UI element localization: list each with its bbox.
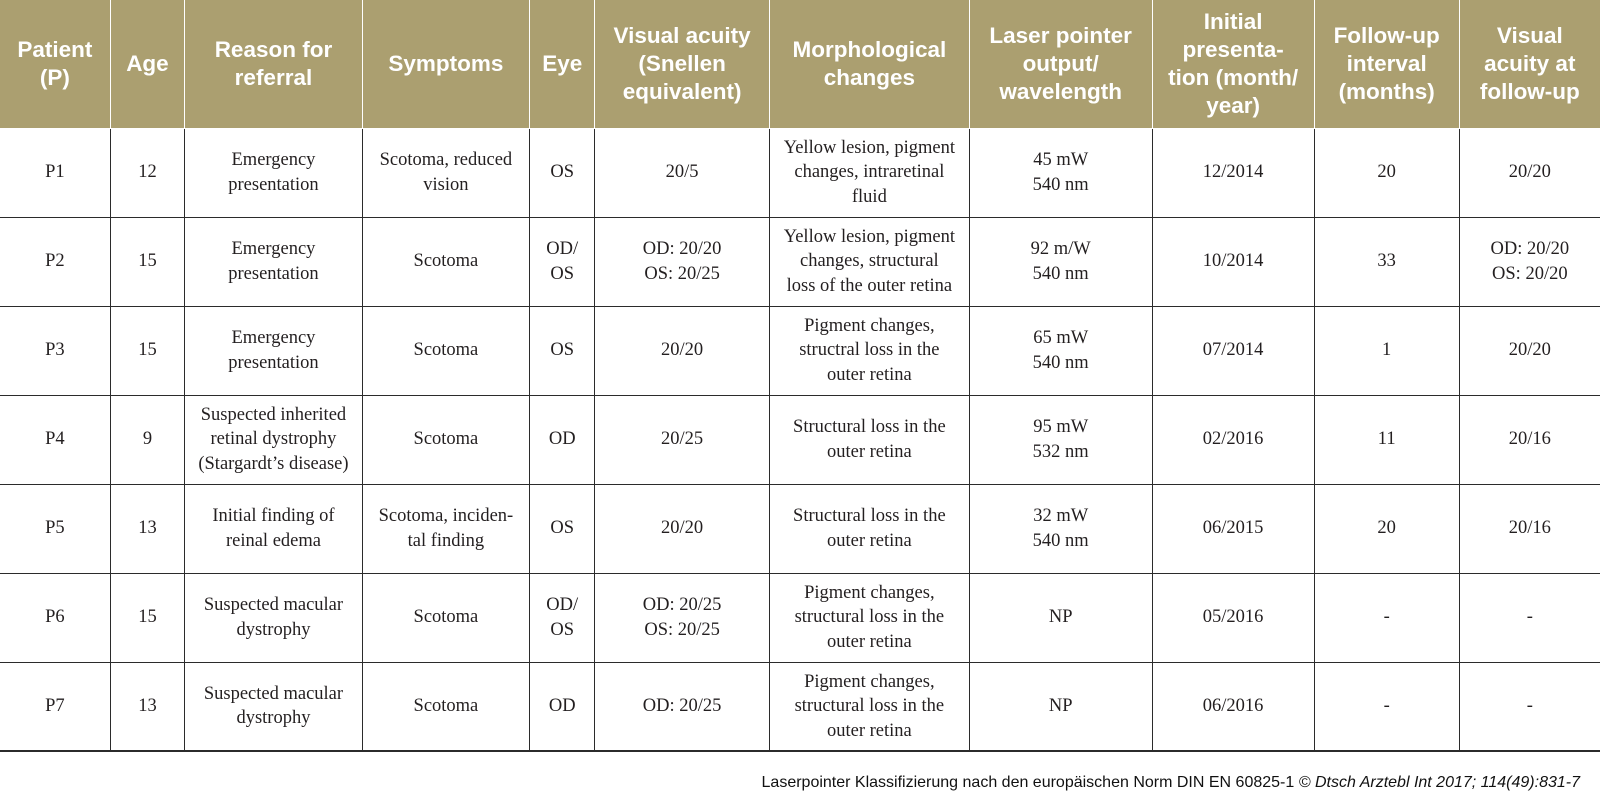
cell-line: 540 nm [1032, 530, 1089, 551]
cell-line: 06/2016 [1202, 696, 1264, 716]
cell-line: Visual acuity [613, 22, 751, 48]
cell-line: OD: 20/20 [1490, 239, 1570, 259]
cell-line: OS [550, 518, 575, 539]
cell-line: vision [423, 174, 469, 195]
cell-line: loss of the outer retina [786, 275, 953, 296]
cell-line: 07/2014 [1202, 340, 1264, 361]
cell-line: - [1526, 607, 1533, 628]
cell-line: 20/16 [1508, 518, 1551, 539]
table-cell [530, 306, 595, 395]
table-cell [769, 484, 969, 573]
cell-line: Reason for [214, 36, 333, 62]
table-cell [1459, 217, 1600, 306]
table-cell [1459, 128, 1600, 217]
cell-line: Pigment changes, [804, 582, 935, 603]
cell-line: 65 mW [1033, 328, 1089, 348]
cell-line: OD/ [546, 595, 579, 615]
cell-line: OD/ [546, 239, 579, 259]
cell-line: changes, structural [800, 251, 939, 272]
table-cell [530, 217, 595, 306]
cell-line: 20 [1377, 518, 1396, 539]
cell-line: 95 mW [1033, 417, 1089, 437]
cell-line: follow-up [1479, 78, 1580, 104]
cell-line: Scotoma [413, 429, 479, 450]
cell-line: 532 nm [1032, 441, 1089, 462]
table-cell [185, 128, 363, 217]
table-cell [595, 484, 769, 573]
cell-line: P6 [45, 607, 65, 628]
table-cell [1459, 395, 1600, 484]
column-header [0, 0, 110, 128]
cell-line: (P) [39, 64, 70, 90]
cell-line: Morphological [792, 36, 947, 62]
table-cell [0, 395, 110, 484]
cell-line: P2 [45, 251, 65, 272]
column-header [185, 0, 363, 128]
cell-line: 20/20 [1508, 162, 1551, 183]
cell-line: Scotoma [413, 696, 479, 716]
table-cell [362, 484, 529, 573]
cell-line: 32 mW [1033, 506, 1089, 526]
cell-line: 11 [1377, 429, 1396, 450]
table-cell [110, 573, 184, 662]
table-cell [362, 395, 529, 484]
column-header [110, 0, 184, 128]
table-header [0, 0, 1600, 128]
cell-line: dystrophy [236, 619, 311, 640]
cell-line: 92 m/W [1030, 239, 1091, 259]
cell-line: structural loss in the [794, 696, 945, 716]
cell-line: Emergency [231, 150, 316, 170]
table-cell [0, 484, 110, 573]
cell-line: 15 [138, 340, 157, 361]
table-cell [530, 395, 595, 484]
table-cell [530, 573, 595, 662]
cell-line: output/ [1022, 50, 1099, 76]
cell-line: OD [548, 696, 576, 716]
table-cell [1459, 306, 1600, 395]
table-row [0, 395, 1600, 484]
cell-line: Suspected macular [203, 595, 344, 615]
table-cell [0, 662, 110, 751]
cell-line: OS [550, 263, 575, 284]
cell-line: fluid [851, 186, 887, 207]
cell-line: 33 [1377, 251, 1396, 272]
table-cell [969, 484, 1152, 573]
table-cell [110, 484, 184, 573]
cell-line: tion (month/ [1168, 64, 1299, 90]
cell-line: 540 nm [1032, 263, 1089, 284]
cell-line: OD: 20/25 [642, 595, 722, 615]
column-header [1314, 0, 1459, 128]
table-cell [110, 128, 184, 217]
table-cell [969, 128, 1152, 217]
column-header [969, 0, 1152, 128]
table-cell [1314, 662, 1459, 751]
table-cell [769, 395, 969, 484]
cell-line: Yellow lesion, pigment [783, 226, 956, 247]
table-cell [1152, 128, 1314, 217]
footer-citation: © Dtsch Arztebl Int 2017; 114(49):831-7 [1298, 774, 1580, 791]
cell-line: dystrophy [236, 708, 311, 729]
cell-line: 20/20 [1508, 340, 1551, 361]
cell-line: 20/5 [665, 162, 699, 183]
table-row [0, 573, 1600, 662]
cell-line: Suspected inherited [200, 404, 347, 425]
table-row [0, 484, 1600, 573]
cell-line: (Snellen [638, 50, 726, 76]
table-cell [595, 573, 769, 662]
cell-line: Scotoma, inciden- [378, 506, 514, 526]
table-cell [769, 662, 969, 751]
cell-line: 20/25 [661, 429, 704, 450]
cell-line: equivalent) [622, 78, 742, 104]
table-cell [362, 306, 529, 395]
table-cell [1314, 217, 1459, 306]
cell-line: tal finding [407, 530, 485, 551]
cell-line: Scotoma [413, 251, 479, 272]
table-cell [969, 573, 1152, 662]
table-cell [362, 128, 529, 217]
table-cell [1152, 217, 1314, 306]
cell-line: Initial finding of [212, 506, 335, 526]
table-cell [1314, 573, 1459, 662]
table-cell [969, 217, 1152, 306]
cell-line: wavelength [999, 78, 1122, 104]
cell-line: Scotoma, reduced [379, 150, 513, 170]
table-cell [1459, 573, 1600, 662]
table-cell [362, 573, 529, 662]
cell-line: OD: 20/25 [642, 696, 722, 716]
column-header [530, 0, 595, 128]
table-cell [769, 217, 969, 306]
cell-line: OS [550, 619, 575, 640]
table-row [0, 128, 1600, 217]
cell-line: 13 [138, 518, 157, 539]
cell-line: Age [126, 50, 169, 76]
cell-line: referral [234, 64, 313, 90]
cell-line: (months) [1338, 78, 1435, 104]
cell-line: Laser pointer [989, 22, 1132, 48]
cell-line: Visual [1496, 22, 1563, 48]
cell-line: P1 [45, 162, 65, 183]
cell-line: 02/2016 [1202, 429, 1264, 450]
cell-line: Pigment changes, [804, 671, 935, 692]
cell-line: Emergency [231, 239, 316, 259]
cell-line: 12 [138, 162, 157, 183]
cell-line: - [1383, 696, 1390, 716]
table-row [0, 662, 1600, 751]
table-cell [110, 395, 184, 484]
cell-line: Follow-up [1333, 22, 1440, 48]
cell-line: changes, intraretinal [794, 162, 945, 183]
cell-line: Symptoms [388, 50, 504, 76]
table-cell [969, 306, 1152, 395]
cell-line: interval [1346, 50, 1427, 76]
column-header [1152, 0, 1314, 128]
table-cell [185, 306, 363, 395]
cell-line: 06/2015 [1202, 518, 1264, 539]
cell-line: 15 [138, 607, 157, 628]
cell-line: 45 mW [1033, 150, 1089, 170]
cell-line: 12/2014 [1202, 162, 1264, 183]
cell-line: NP [1048, 696, 1073, 716]
cell-line: OS: 20/25 [644, 619, 720, 640]
cell-line: outer retina [826, 631, 912, 652]
cell-line: 540 nm [1032, 174, 1089, 195]
table-cell [530, 662, 595, 751]
table-cell [1152, 306, 1314, 395]
table-cell [595, 217, 769, 306]
column-header [595, 0, 769, 128]
table-cell [1459, 662, 1600, 751]
table-cell [0, 128, 110, 217]
table-cell [1152, 573, 1314, 662]
table-body [0, 128, 1600, 751]
cell-line: P7 [45, 696, 65, 716]
cell-line: Structural loss in the [793, 506, 946, 526]
cell-line: Initial [1203, 8, 1263, 34]
cell-line: 20/20 [661, 340, 704, 361]
table-cell [185, 662, 363, 751]
table-cell [110, 662, 184, 751]
table-cell [1314, 484, 1459, 573]
column-header [1459, 0, 1600, 128]
cell-line: 20 [1377, 162, 1396, 183]
cell-line: OS: 20/25 [644, 263, 720, 284]
table-cell [769, 128, 969, 217]
cell-line: changes [823, 64, 915, 90]
table-cell [185, 395, 363, 484]
cell-line: - [1526, 696, 1533, 716]
table-cell [595, 306, 769, 395]
table-cell [595, 128, 769, 217]
cell-line: OD: 20/20 [642, 239, 722, 259]
cell-line: Structural loss in the [793, 417, 946, 437]
table-cell [362, 217, 529, 306]
cell-line: acuity at [1484, 50, 1576, 76]
cell-line: presenta- [1182, 36, 1284, 62]
cell-line: 20/16 [1508, 429, 1551, 450]
table-cell [362, 662, 529, 751]
cell-line: - [1383, 607, 1390, 628]
table-cell [1314, 128, 1459, 217]
cell-line: Patient [17, 36, 93, 62]
header-row [0, 0, 1600, 128]
table-cell [1152, 395, 1314, 484]
cell-line: reinal edema [225, 530, 321, 551]
cell-line: Pigment changes, [804, 315, 935, 336]
cell-line: Eye [542, 50, 583, 76]
cell-line: presentation [228, 263, 319, 284]
table-cell [110, 217, 184, 306]
cell-line: retinal dystrophy [210, 429, 337, 450]
cell-line: Scotoma [413, 340, 479, 361]
table-cell [530, 128, 595, 217]
cell-line: Emergency [231, 328, 316, 348]
cell-line: outer retina [826, 441, 912, 462]
table-cell [185, 484, 363, 573]
cell-line: structural loss in the [794, 607, 945, 628]
table-cell [530, 484, 595, 573]
source-footer [762, 774, 1580, 792]
table-cell [0, 217, 110, 306]
cell-line: 10/2014 [1202, 251, 1264, 272]
table-cell [110, 306, 184, 395]
table-row [0, 306, 1600, 395]
table-cell [595, 662, 769, 751]
table-row [0, 217, 1600, 306]
cell-line: 9 [142, 429, 153, 450]
table-cell [969, 395, 1152, 484]
cell-line: Scotoma [413, 607, 479, 628]
table-cell [0, 306, 110, 395]
cell-line: 20/20 [661, 518, 704, 539]
table-cell [185, 573, 363, 662]
cell-line: outer retina [826, 364, 912, 385]
table-cell [1314, 395, 1459, 484]
table-cell [1152, 484, 1314, 573]
cell-line: 05/2016 [1202, 607, 1264, 628]
cell-line: 540 nm [1032, 352, 1089, 373]
cell-line: Suspected macular [203, 683, 344, 704]
table-cell [0, 573, 110, 662]
footer-text: Laserpointer Klassifizierung nach den europäischen Norm DIN EN 60825-1 [761, 774, 1299, 791]
cell-line: 15 [138, 251, 157, 272]
column-header [362, 0, 529, 128]
cell-line: P3 [45, 340, 65, 361]
cell-line: outer retina [826, 720, 912, 741]
cell-line: outer retina [826, 530, 912, 551]
table-cell [185, 217, 363, 306]
table-cell [595, 395, 769, 484]
cell-line: 1 [1382, 340, 1392, 361]
cell-line: OS [550, 162, 575, 183]
table-cell [1314, 306, 1459, 395]
table-cell [969, 662, 1152, 751]
cell-line: NP [1048, 607, 1073, 628]
cell-line: P4 [45, 429, 65, 450]
cell-line: year) [1206, 92, 1261, 118]
cell-line: OS: 20/20 [1492, 263, 1568, 284]
cell-line: OS [550, 340, 575, 361]
cell-line: (Stargardt’s disease) [198, 453, 349, 474]
cell-line: structral loss in the [799, 340, 940, 361]
table-cell [1152, 662, 1314, 751]
cell-line: 13 [138, 696, 157, 716]
cell-line: P5 [45, 518, 65, 539]
cell-line: presentation [228, 174, 319, 195]
table-cell [769, 306, 969, 395]
cell-line: Yellow lesion, pigment [783, 137, 956, 158]
cell-line: OD [548, 429, 576, 450]
cell-line: presentation [228, 352, 319, 373]
table-cell [769, 573, 969, 662]
column-header [769, 0, 969, 128]
table-cell [1459, 484, 1600, 573]
